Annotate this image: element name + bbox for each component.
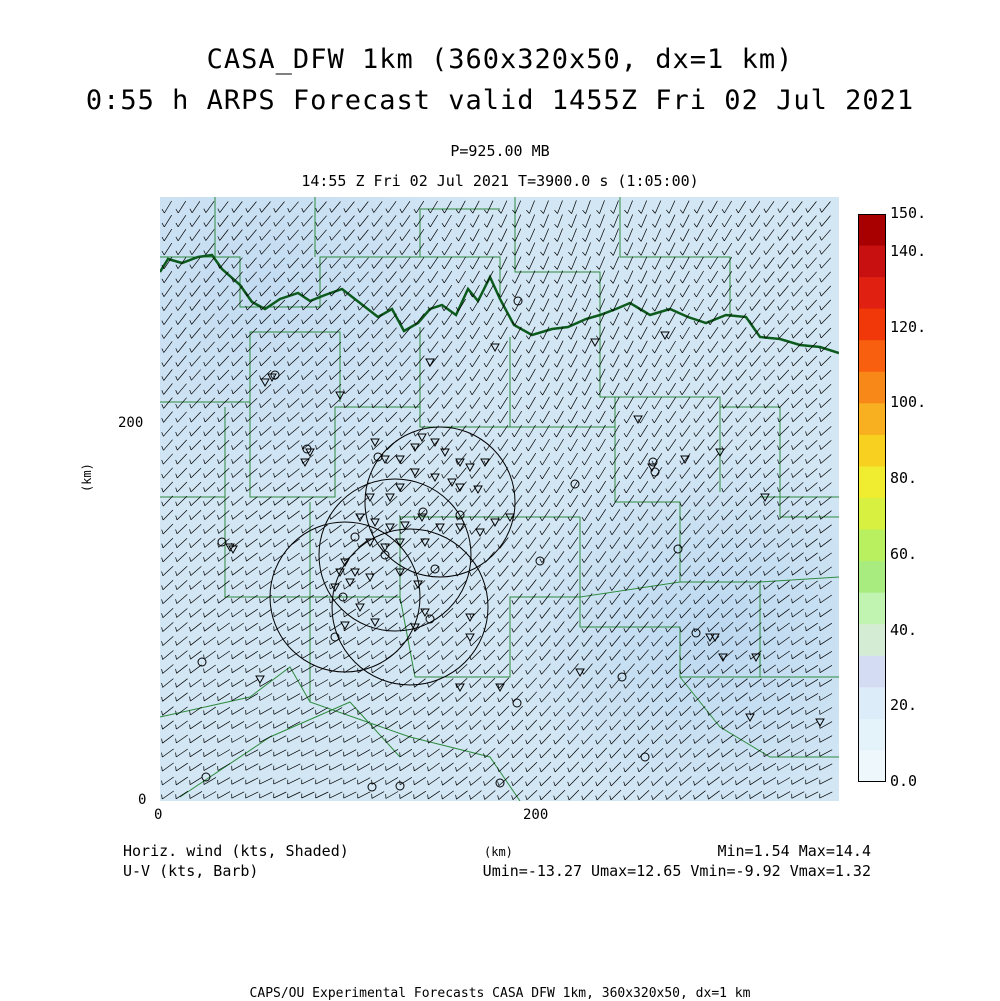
colorbar-swatch (858, 593, 886, 625)
uv-min-max-readout: Umin=-13.27 Umax=12.65 Vmin=-9.92 Vmax=1.32 (482, 862, 871, 880)
y-axis-label: (km) (80, 463, 94, 492)
colorbar-swatch (858, 656, 886, 688)
colorbar-swatch (858, 309, 886, 341)
colorbar-swatch (858, 561, 886, 593)
colorbar-swatch (858, 372, 886, 404)
colorbar-swatch (858, 403, 886, 435)
colorbar-swatch (858, 340, 886, 372)
colorbar-swatch (858, 530, 886, 562)
credit-line: CAPS/OU Experimental Forecasts CASA DFW 1km, 360x320x50, dx=1 km (249, 986, 751, 1001)
barb-field-label: U-V (kts, Barb) (123, 862, 259, 880)
colorbar-label: 80. (890, 469, 918, 488)
wind-map[interactable] (160, 197, 839, 801)
colorbar-swatch (858, 687, 886, 719)
title-line-2: 0:55 h ARPS Forecast valid 1455Z Fri 02 Jul 2021 (85, 85, 915, 116)
colorbar-swatch (858, 624, 886, 656)
colorbar-label: 140. (890, 241, 927, 260)
colorbar-label: 60. (890, 544, 918, 563)
x-axis-label: (km) (484, 845, 513, 859)
colorbar-label: 100. (890, 393, 927, 412)
colorbar-swatch (858, 466, 886, 498)
colorbar-swatch (858, 277, 886, 309)
colorbar-swatch (858, 435, 886, 467)
shaded-field-label: Horiz. wind (kts, Shaded) (123, 842, 349, 860)
min-max-readout: Min=1.54 Max=14.4 (717, 842, 871, 860)
colorbar-swatch (858, 750, 886, 782)
colorbar-label: 20. (890, 696, 918, 715)
colorbar-label: 150. (890, 204, 927, 222)
wind-map-canvas (160, 197, 839, 801)
x-tick-200: 200 (523, 807, 549, 823)
colorbar-label: 0.0 (890, 772, 918, 790)
pressure-level: P=925.00 MB (450, 142, 550, 160)
y-tick-200: 200 (118, 415, 144, 431)
valid-time-line: 14:55 Z Fri 02 Jul 2021 T=3900.0 s (1:05:00) (301, 172, 699, 190)
colorbar-label: 40. (890, 620, 918, 639)
x-tick-0: 0 (154, 807, 163, 823)
y-tick-0: 0 (138, 792, 147, 808)
colorbar-swatch (858, 498, 886, 530)
colorbar-swatch (858, 214, 886, 246)
colorbar-swatch (858, 246, 886, 278)
colorbar-swatch (858, 719, 886, 751)
colorbar-label: 120. (890, 317, 927, 336)
title-line-1: CASA_DFW 1km (360x320x50, dx=1 km) (206, 44, 794, 75)
colorbar (858, 214, 886, 782)
